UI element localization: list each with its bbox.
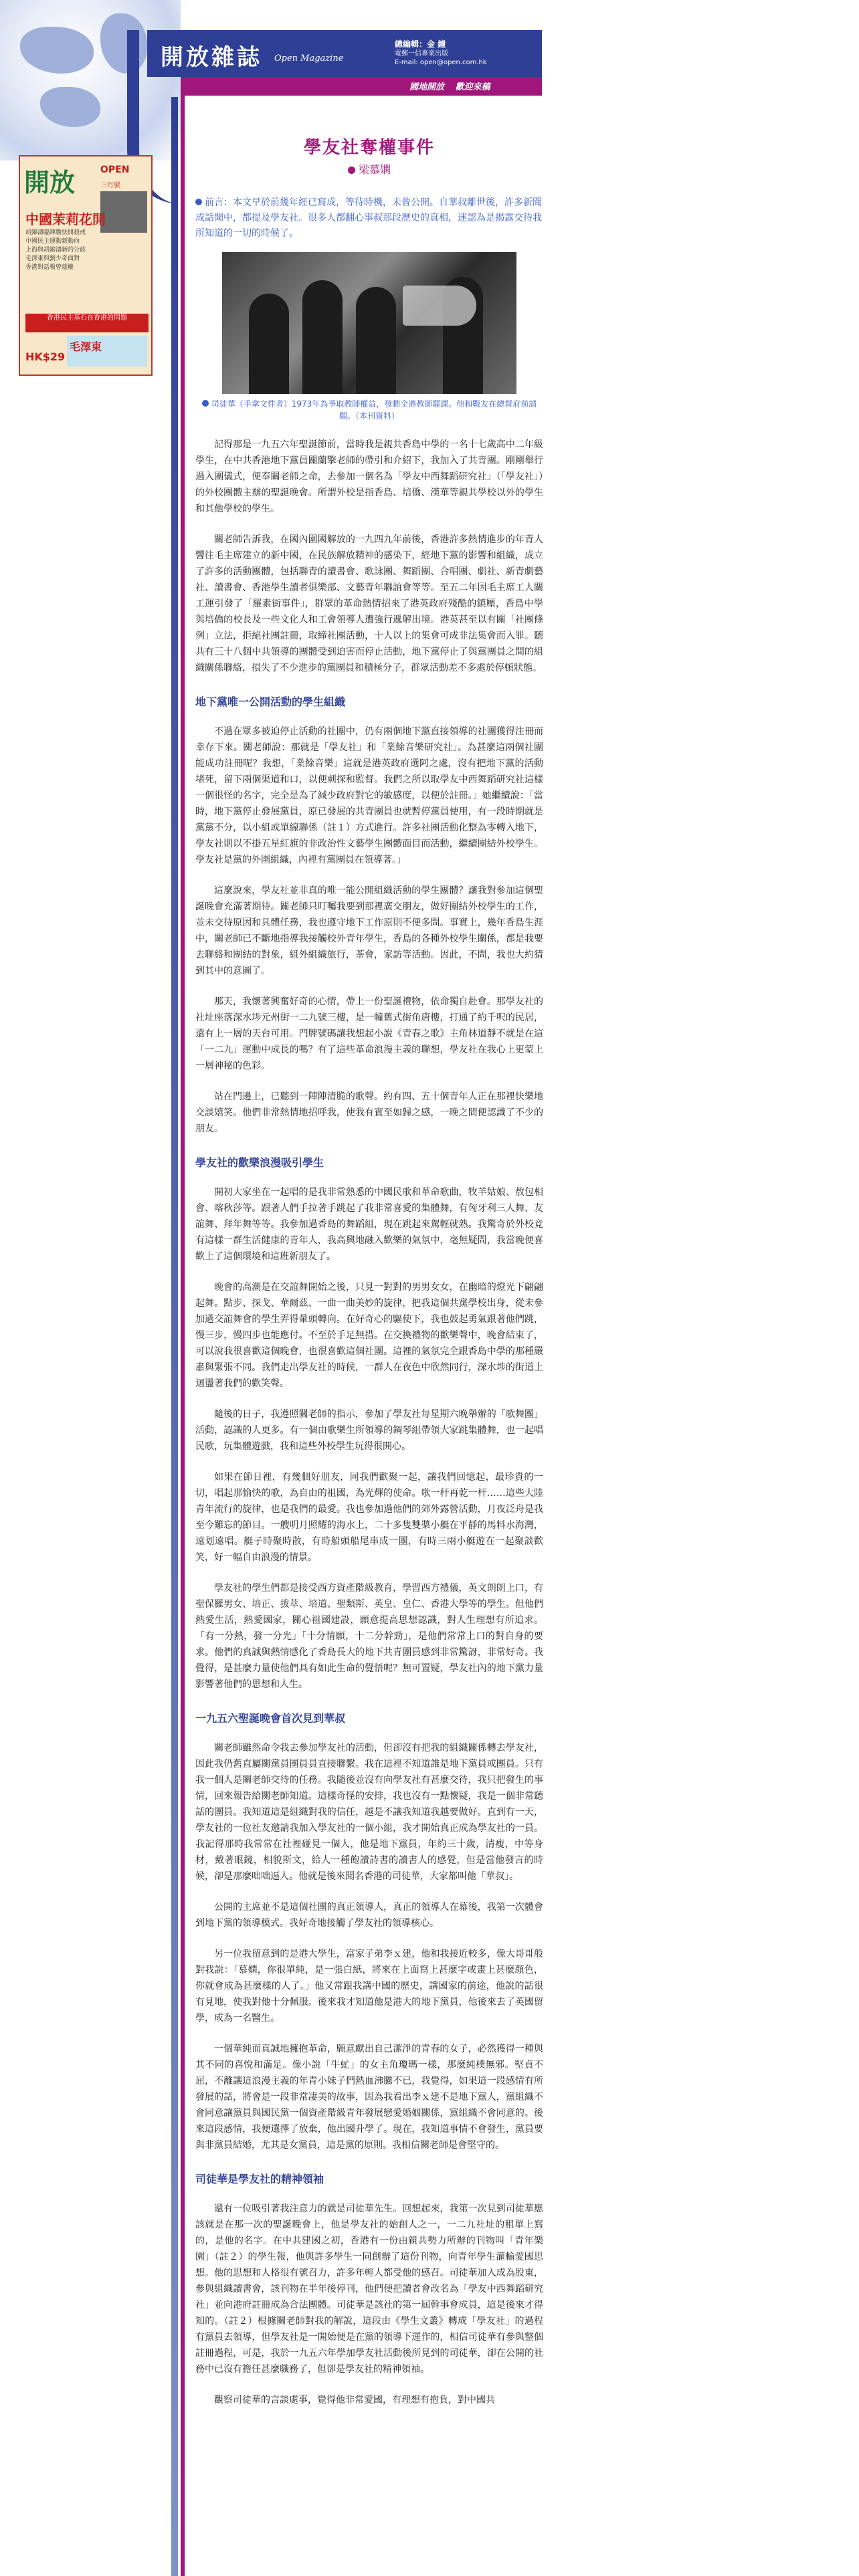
article-photo [222,252,516,394]
left-border-strip [171,97,178,2576]
section-heading: 學友社的歡樂浪漫吸引學生 [195,1156,324,1169]
section-heading: 地下黨唯一公開活動的學生組織 [195,695,346,708]
cover-open: OPEN [100,165,130,175]
paragraph: 記得那是一九五六年聖誕節前，當時我是親共香島中學的一名十七歲高中二年級學生，在中共香港地下黨員關蘭擎老師的帶引和介紹下，我加入了共青團。剛剛舉行過入團儀式，便奉關老師之命，去參加一個名為「學友中西舞蹈研究社」（「學友社」）的外校團體主辦的聖誕晚會。所謂外校是指香島、培僑、漢華等親共學校以外的學生和其他學校的學生。 [195,439,543,514]
site-logo-en: Open Magazine [274,53,344,64]
top-nav [401,80,490,92]
paragraph: 另一位我留意到的是港大學生，富家子弟李ｘ建，他和我接近較多，像大哥哥般對我說：「慕嫻，你很單純，是一張白紙，將來在上面寫上甚麼字或畫上甚麼顏色，你就會成為甚麼樣的人了。」他又常跟我講中國的歷史，講國家的前途，他說的話很有見地，使我對他十分佩服。後來我才知道他是港大的地下黨員，他後來去了英國留學，成為一名醫生。 [195,1949,543,2024]
bullet-icon [202,400,209,407]
paragraph: 不過在眾多被迫停止活動的社團中，仍有兩個地下黨直接領導的社團獲得注冊而幸存下來。關老師說：那就是「學友社」和「業餘音樂研究社」。為甚麼這兩個社團能成功註冊呢？我想，「業餘音樂」這就是港英政府選阿之處，沒有把地下黨的活動堵死，留下兩個渠道和口，以便刺探和監督。我們之所以取學友中西舞蹈研究社這樣一個很怪的名字，完全是為了減少政府對它的敏感度，以便於註冊。」她繼續說：「當時，地下黨停止發展黨員，原已發展的共青團員也就暫停黨員使用，有一段時期就是黨黨不分，以小組或單線聯係（註１）方式進行。許多社團活動化整為零轉入地下，學友社則以不掛五星紅旗的非政治性文藝學生團體面目而活動，繼續團結外校學生。學友社是黨的外圍組織，內裡有黨團員在領導著。」 [195,726,543,865]
paragraph: 觀察司徒華的言談處事，覺得他非常愛國，有理想有抱負，對中國共 [214,2395,495,2405]
paragraph: 關老師告訴我，在國內圍國解放的一九四九年前後，香港許多熱情進步的年青人響往毛主席建立的新中國，在民族解放精神的感染下，經地下黨的影響和組織，成立了許多的活動團體，包括聯青的讀書會、歌詠團、舞蹈團、合唱團、劇社、新青劇藝社、讀書會、香港學生讀者俱樂部、文藝青年聯誼會等等。至五二年因毛主席工人關工運引發了「羅素街事件」，群眾的革命熱情招來了港英政府殘酷的鎮壓，香島中學與培僑的校長及一些文化人和工會領導人遭強行遞解出境。港英甚至以有關「社團條例」立法，拒絕社團註冊，取締社團活動，十人以上的集會可成非法集會而入罪。聽共有三十八個中共領導的團體受到迫害而停止活動，地下黨停止了與黨團員之間的組織關係聯絡，損失了不少進步的黨團員和積極分子，群眾活動差不多處於停頓狀態。 [195,534,543,673]
nav-item-submit[interactable]: 歡迎來稿 [455,82,490,92]
cover-box-b: 毛澤東 [67,336,147,366]
paragraph: 那天，我懷著興奮好奇的心情，帶上一份聖誕禮物，依命獨自赴會。那學友社的社址座落深水埗元州街一二九號三樓，是一幢舊式街角唐樓，打通了約千呎的民居，還有上一層的天台可用。門牌號碼讓我想起小說《青春之歌》主角林道靜不就是在這「一二九」運動中成長的嗎？有了這些革命浪漫主義的聯想，學友社在我心上更蒙上一層神秘的色彩。 [195,996,543,1071]
cover-month: 三月號 [100,182,120,189]
article-intro: 前言：本文早於前幾年經已寫成，等待時機，未曾公開。自華叔離世後，許多新聞成話聞中，都提及學友社。很多人都翻心事叔那段歷史的真相，迷認為是揭露交待我所知道的一切的時候了。 [195,197,542,239]
paragraph: 關老師雖然命令我去參加學友社的活動，但卻沒有把我的組織關係轉去學友社，因此我仍舊直屬關黨員團員員直接聯繫。我在這裡不知道誰是地下黨員或團員。只有我一個人是關老師交待的任務。我隨後並沒有向學友社有甚麼交待，我只把發生的事情，回來報告給關老師知道。這樣奇怪的安排，我也沒有一點懷疑，我是一個非常聽話的團員。我知道這是組織對我的信任，越是不讓我知道我越要做好。直到有一天，學友社的一位社友邀請我加入學友社的一個小組，我才開始真正成為學友社的一員。我記得那時我常常在社裡碰見一個人，他是地下黨員，年約三十歲，清瘦，中等身材，戴著眼鏡，相貌斯文，給人一種飽讀詩書的讀書人的感覺，但是當他發言的時候，卻是那麼咄咄逼人。他就是後來聞名香港的司徒華，大家都叫他「華叔」。 [195,1743,543,1882]
cover-headline: 中國茉莉花開 [25,211,106,227]
paragraph: 這麼說來，學友社並非真的唯一能公開組織活動的學生團體？讓我對參加這個聖誕晚會充滿著期待。關老師只叮囑我要到那裡廣交朋友，做好團結外校學生的工作，並未交待原因和具體任務，我也遵守地下工作原則不便多問。事實上，幾年香島生涯中，關老師已不斷地指導我接觸校外青年學生，香島的各種外校學生關係，都是我要去聯絡和團結的對象，組外組織旅行，茶會，家訪等活動。因此，不問，我也大約猜到其中的意圖了。 [195,885,543,976]
site-logo[interactable]: 開放雜誌 [161,44,262,71]
paragraph: 如果在節日裡，有幾個好朋友，同我們歡聚一起，讓我們回憶起，最珍貴的一切，唱起那愉快的歌，為自由的祖國，為光輝的使命。歌一杆再乾一杆……這些大陸青年流行的旋律，也是我們的最愛。我也參加過他們的郊外露營活動，月夜泛舟是我至今難忘的節目。一艘明月照耀的海水上，二十多隻雙槳小艇在平靜的馬料水海灣，遠划遠唱。艇子時聚時散，有時船頭船尾串成一團，有時三兩小艇遊在一起聚談歡笑，好一幅自由浪漫的情景。 [195,1472,543,1563]
editor-label: 總編輯：金 鐘 [395,39,446,49]
bullet-icon [348,167,355,174]
paragraph: 學友社的學生們都是接受西方資產階級教育，學習西方禮儀，英文朗朗上口，有聖保羅男女、培正、拔萃、培道、聖類斯、英皇、皇仁、香港大學等的學生。但他們熱愛生活，熱愛國家，關心祖國建設，願意提高思想認識，對人生理想有所追求。「有一分熱，發一分光」「十分情願，十二分幹勁」，是他們常常上口的對自身的要求。他們的真誠與熱情感化了香島長大的地下共青團員感到非常驚訝，非常好奇。我覺得，是甚麼力量使他們具有如此生命的覺悟呢？無可置疑，學友社內的地下黨力量影響著他們的思想和人生。 [195,1583,543,1690]
paragraph: 公開的主席並不是這個社團的真正領導人，真正的領導人在幕後，我第一次體會到地下黨的領導模式。我好奇地接觸了學友社的領導核心。 [195,1902,543,1929]
article-author: 梁慕嫻 [195,161,543,177]
paragraph: 隨後的日子，我遵照關老師的指示，參加了學友社每星期六晚舉辦的「歌舞團」活動，認識的人更多。有一個由歌樂生所領導的鋼琴組帶領大家跳集體舞，也一起唱民歌，玩集體遊戲，我和這些外校學生玩得很開心。 [195,1409,543,1452]
editor-line2: 電郵一信專業出版 [395,50,448,58]
section-heading: 一九五六聖誕晚會首次見到華叔 [195,1712,346,1725]
bullet-icon [195,199,202,205]
section-heading: 司徒華是學友社的精神領袖 [195,2173,324,2185]
cover-brand: 開放 [24,167,76,197]
paragraph: 晚會的高潮是在交誼舞開始之後，只見一對對的男男女女，在幽暗的燈光下翩翩起舞。點步、探戈、華爾茲、一曲一曲美妙的旋律，把我這個共黨學校出身，從未參加過交誼舞會的學生弄得暈頭轉向。在好奇心的驅使下，我也鼓起勇氣跟著他們跳，慢三步，慢四步也能應付。不至於手足無措。在交換禮物的歡樂聲中，晚會結束了，可以說我很喜歡這個晚會，也很喜歡這個社團。這裡的氣氛完全跟香島中學的那種嚴肅與緊張不同。我們走出學友社的時候，一群人在夜色中欣然同行，深水埗的街道上迴盪著我們的歡笑聲。 [195,1282,543,1389]
paragraph: 還有一位吸引著我注意力的就是司徒華先生。回想起來，我第一次見到司徒華應該就是在那一次的聖誕晚會上，他是學友社的始創人之一，一二九社址的租單上寫的，是他的名字。在中共建國之初，香港有一份由親共勢力所辦的刊物叫「青年樂園」（註２）的學生報，他與許多學生一同創辦了這份刊物，向青年學生灌輸愛國思想。他的思想和人格很有號召力，許多年輕人都受他的感召。司徒華加入成為股東，參與組織讀書會，該刊物在半年後停刊，他們便把讀者會改名為「學友中西舞蹈研究社」並向港府註冊成為合法團體。司徒華是該社的第一屆幹事會成員，這是後來才得知的。（註２）根據關老師對我的解說，這段由《學生文叢》轉成「學友社」的過程有黨員去領導，但學友社是一開始便是在黨的領導下運作的，相信司徒華有參與整個註冊過程，可是，我於一九五六年學加學友社活動後所見到的司徒華，卻在公開的社務中已沒有擔任甚麼職務了，但卻是學友社的精神領袖。 [195,2204,543,2375]
paragraph: 站在門邊上，已聽到一陣陣清脆的歌聲。約有四、五十個青年人正在那裡快樂地交談嬉笑。他們非常熱情地招呼我，使我有賓至如歸之感，一晚之間便認識了不少的朋友。 [195,1091,543,1134]
paragraph: 一個華純而真誠地擁抱革命，願意獻出自己潔淨的青春的女子，必然獲得一種與其不同的喜悅和滿足。像小說「牛虻」的女主角瓊瑪一樣，那麼純樸無邪。堅貞不屈，不離讓這浪漫主義的年青小妹子們熱血沸騰不已，我覺得，如果這一段感情有所發展的話，將會是一段非常凄美的故事，因為我看出李ｘ建不是地下黨人，黨組織不會同意讓黨員與國民黨一個資產階級青年發展戀愛婚姻關係，黨組織不會同意的。後來這段感情，我便選擇了放棄，他出國升學了。現在，我知道事情不會發生，黨員要與非黨員結婚，尤其是女黨員，這是黨的原則。我相信關老師是會堅守的。 [195,2044,543,2151]
cover-photo [100,191,147,233]
paragraph: 開初大家坐在一起唱的是我非常熟悉的中國民歌和革命歌曲，牧羊姑娘、敖包相會、喀秋莎等。跟著人們手拉著手跳起了我非常喜愛的集體舞，有匈牙利三人舞、友誼舞、拜年舞等等。我參加過香島的舞蹈組，現在跳起來駕輕就熟。我驚奇於外校竟有這樣一群生活健康的青年人，我高興地融入歡樂的氣氛中，毫無疑問，我當晚便喜歡上了這個環境和這班新朋友了。 [195,1187,543,1262]
cover-box-a: 香港民主基石在香港的問題 [25,314,149,332]
article-title: 學友社奪權事件 [303,138,435,158]
megaphone-shape [403,286,476,326]
article [195,100,543,2408]
cover-lines: 胡錦濤臨陣膽怯開殺戒 中國民主運動新動向 上海與胡錦濤新的分歧 毛澤東與劉少奇面對 香港對話報曾蔭權 [25,229,86,271]
cover-price: HK$29 [25,350,66,363]
nav-item-open[interactable]: 國地開放 [409,82,445,92]
editor-email[interactable]: E-mail: open@open.com.hk [395,59,487,66]
photo-caption: 司徒華（手拿文件者）1973年為爭取教師權益，發動全港教師罷課。他和戰友在總督府前請願。（本刊資料） [195,398,543,422]
magenta-border-strip [181,96,185,2576]
editor-info [395,40,535,67]
magazine-cover[interactable] [19,155,153,376]
